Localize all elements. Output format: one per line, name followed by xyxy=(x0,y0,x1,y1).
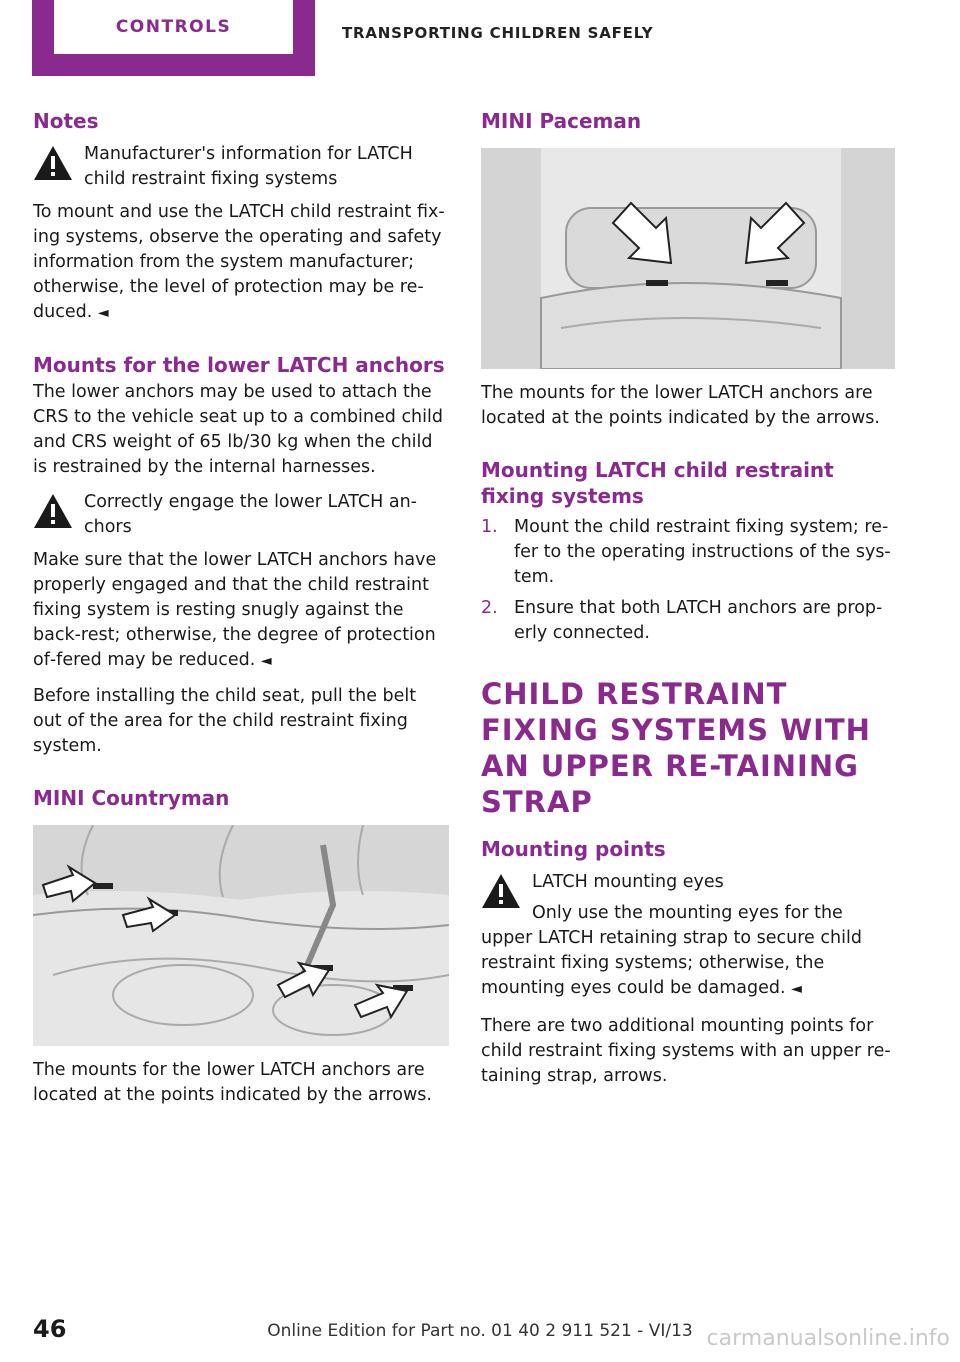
list-item xyxy=(481,596,897,646)
step-text: Mount the child restraint fixing system; re‐fer to the operating instructions of the sys‐tem. xyxy=(514,517,891,587)
notes-heading: Notes xyxy=(33,109,99,133)
before-install-text: Before installing the child seat, pull the belt out of the area for the child restraint fixing system. xyxy=(33,686,417,756)
edition-footer: Online Edition for Part no. 01 40 2 911 521 - VI/13 xyxy=(267,1321,693,1341)
paceman-heading: MINI Paceman xyxy=(481,109,642,133)
list-item xyxy=(481,515,897,590)
page-number: 46 xyxy=(33,1315,67,1343)
warning-title: Correctly engage the lower LATCH an‐chors xyxy=(84,492,417,537)
warning-body xyxy=(33,548,449,674)
countryman-caption: The mounts for the lower LATCH anchors are located at the points indicated by the arrows. xyxy=(33,1060,432,1105)
step-number: 2. xyxy=(481,598,498,618)
warning-body-text: Only use the mounting eyes for the upper LATCH retaining strap to secure child restraint fixing systems; otherwise, the mounting eyes could be damaged. xyxy=(481,903,862,998)
warning-triangle-icon xyxy=(33,493,73,529)
watermark: carmanualsonline.info xyxy=(706,1326,950,1351)
right-column xyxy=(481,108,897,1089)
warning-box xyxy=(481,870,897,895)
warning-title: LATCH mounting eyes xyxy=(532,872,724,892)
left-column xyxy=(33,108,449,1108)
warning-box xyxy=(33,490,449,540)
mounts-heading: Mounts for the lower LATCH anchors xyxy=(33,353,445,377)
end-mark: ◄ xyxy=(97,305,109,321)
countryman-heading: MINI Countryman xyxy=(33,786,230,810)
mounting-steps xyxy=(481,515,897,646)
section-heading: CHILD RESTRAINT FIXING SYSTEMS WITH AN UPPER RE‐TAINING STRAP xyxy=(481,677,871,819)
paceman-caption: The mounts for the lower LATCH anchors are located at the points indicated by the arrows. xyxy=(481,383,880,428)
step-number: 1. xyxy=(481,517,498,537)
points-heading: Mounting points xyxy=(481,837,666,861)
mounting-heading: Mounting LATCH child restraint fixing systems xyxy=(481,458,834,508)
warning-box xyxy=(33,142,449,192)
countryman-seat-illustration xyxy=(33,825,449,1046)
warning-body xyxy=(33,200,449,326)
warning-body-text: Make sure that the lower LATCH anchors have properly engaged and that the child restraint fixing system is resting snugly against the back‐rest; otherwise, the degree of protection of‐fered may be reduced. xyxy=(33,550,437,670)
chapter-tab[interactable] xyxy=(32,0,315,76)
step-text: Ensure that both LATCH anchors are prop‐erly connected. xyxy=(514,598,883,643)
warning-title: Manufacturer's information for LATCH child restraint fixing systems xyxy=(84,144,413,189)
warning-body xyxy=(481,901,897,1002)
mounts-body: The lower anchors may be used to attach the CRS to the vehicle seat up to a combined child and CRS weight of 65 lb/30 kg when the child is restrained by the internal harnesses. xyxy=(33,382,443,477)
end-mark: ◄ xyxy=(260,653,272,669)
warning-triangle-icon xyxy=(481,873,521,909)
additional-points-text: There are two additional mounting points for child restraint fixing systems with an upper re‐taining strap, arrows. xyxy=(481,1016,891,1086)
chapter-tab-label: CONTROLS xyxy=(54,0,293,54)
warning-body-text: To mount and use the LATCH child restraint fix‐ing systems, observe the operating and safety information from the system manufacturer; otherwise, the level of protection may be re‐duced. xyxy=(33,202,445,322)
section-title: TRANSPORTING CHILDREN SAFELY xyxy=(342,24,654,42)
paceman-seat-illustration xyxy=(481,148,895,369)
end-mark: ◄ xyxy=(791,981,802,997)
warning-triangle-icon xyxy=(33,145,73,181)
